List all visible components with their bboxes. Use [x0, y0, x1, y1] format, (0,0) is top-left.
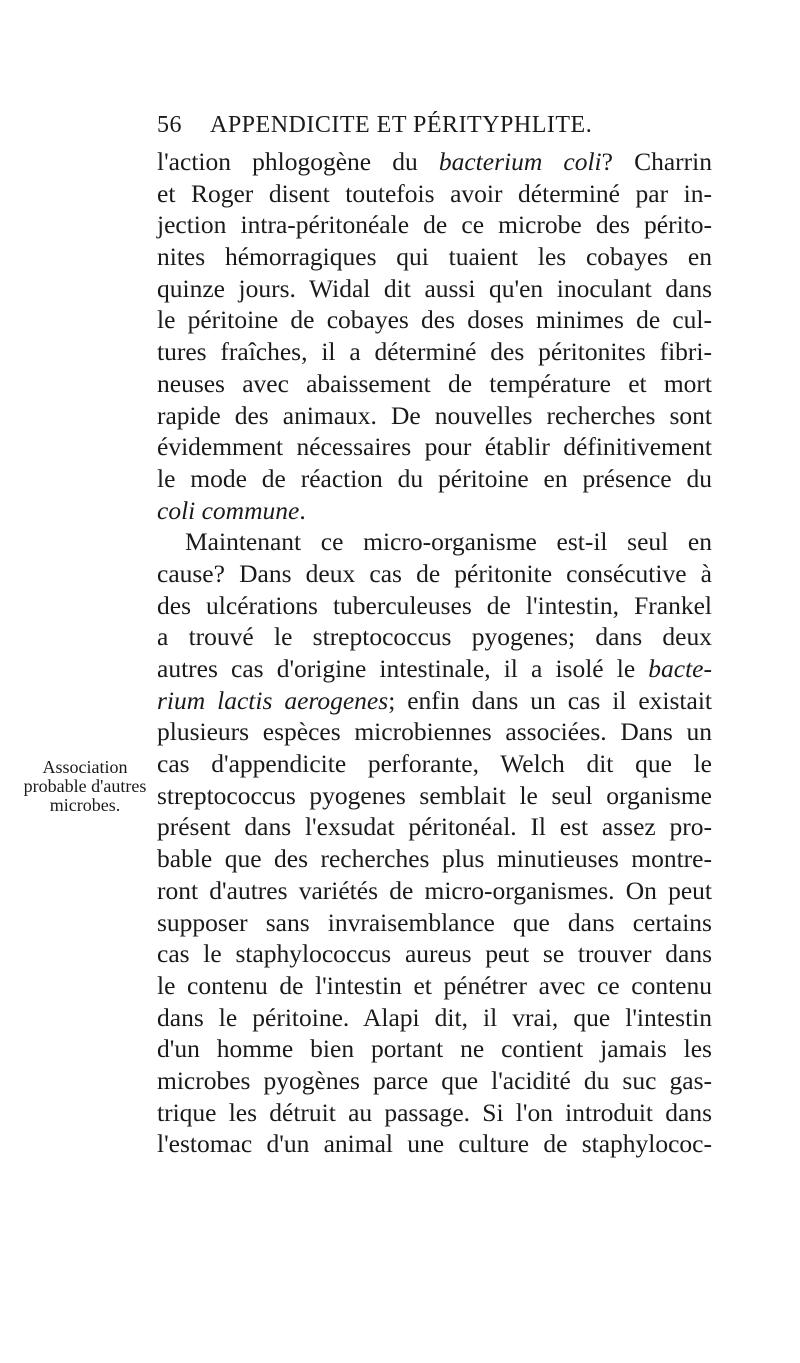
- text-segment: cas d'appendicite perforante, Welch dit que le: [157, 749, 712, 779]
- text-segment: plusieurs espèces microbiennes associées. Dans un: [157, 717, 712, 747]
- text-segment: ront d'autres variétés de micro-organismes. On peut: [157, 875, 712, 905]
- text-line: [157, 526, 712, 558]
- text-segment: rapide des animaux. De nouvelles recherches sont: [157, 400, 712, 430]
- text-segment: et Roger disent toutefois avoir déterminé par in-: [157, 178, 712, 208]
- text-segment: jection intra-péritonéale de ce microbe des périto-: [157, 210, 712, 240]
- text-line: [157, 938, 712, 970]
- text-segment: le mode de réaction du péritoine en présence du: [157, 463, 712, 493]
- text-line: [157, 368, 712, 400]
- margin-note: [20, 758, 150, 815]
- text-segment: cause? Dans deux cas de péritonite consécutive à: [157, 558, 712, 588]
- text-line: [157, 178, 712, 210]
- text-line: [157, 495, 712, 527]
- text-segment: a trouvé le streptococcus pyogenes; dans deux: [157, 622, 712, 652]
- text-line: [157, 558, 712, 590]
- text-line: [157, 336, 712, 368]
- text-line: [157, 304, 712, 336]
- page-header: [157, 112, 712, 142]
- text-line: [157, 1097, 712, 1129]
- text-line: [157, 748, 712, 780]
- page-number: 56: [157, 112, 182, 138]
- text-segment: le contenu de l'intestin et pénétrer avec ce contenu: [157, 970, 712, 1000]
- text-line: [157, 146, 712, 178]
- text-line: [157, 463, 712, 495]
- text-segment: évidemment nécessaires pour établir définitivement: [157, 432, 712, 462]
- text-segment: l'action phlogogène du: [157, 147, 439, 176]
- text-line: [157, 273, 712, 305]
- text-segment: présent dans l'exsudat péritonéal. Il est assez pro-: [157, 812, 712, 842]
- text-line: [157, 716, 712, 748]
- text-line: [157, 970, 712, 1002]
- margin-note-line: Association: [42, 757, 128, 777]
- text-segment: bable que des recherches plus minutieuses montre-: [157, 844, 712, 874]
- text-segment: nites hémorragiques qui tuaient les cobayes en: [157, 242, 712, 272]
- text-line: [157, 431, 712, 463]
- text-segment: autres cas d'origine intestinale, il a isolé le: [157, 654, 649, 683]
- text-segment: des ulcérations tuberculeuses de l'intestin, Frankel: [157, 590, 712, 620]
- text-segment: le péritoine de cobayes des doses minimes de cul-: [157, 305, 712, 335]
- text-line: [157, 811, 712, 843]
- italic-term: coli commune: [157, 495, 300, 525]
- text-segment: supposer sans invraisemblance que dans certains: [157, 907, 712, 937]
- text-line: [157, 590, 712, 622]
- text-line: [157, 1128, 712, 1160]
- italic-term: bacterium coli: [438, 147, 602, 176]
- text-line: [157, 843, 712, 875]
- text-segment: .: [299, 495, 306, 525]
- text-line: [157, 875, 712, 907]
- text-line: [157, 907, 712, 939]
- margin-note-line: probable d'autres: [23, 776, 147, 796]
- text-line: [157, 400, 712, 432]
- running-title: APPENDICITE ET PÉRITYPHLITE.: [210, 112, 593, 138]
- text-segment: d'un homme bien portant ne contient jamais les: [157, 1034, 712, 1064]
- text-segment: ? Charrin: [601, 147, 712, 176]
- text-line: [157, 621, 712, 653]
- text-line: [157, 209, 712, 241]
- body-text: [157, 146, 712, 1160]
- text-line: [157, 653, 712, 685]
- text-line: [157, 780, 712, 812]
- text-line: [157, 1033, 712, 1065]
- text-segment: neuses avec abaissement de température et mort: [157, 368, 712, 398]
- text-segment: ; enfin dans un cas il existait: [388, 685, 712, 715]
- text-segment: dans le péritoine. Alapi dit, il vrai, que l'intestin: [157, 1002, 712, 1032]
- text-line: [157, 685, 712, 717]
- text-segment: quinze jours. Widal dit aussi qu'en inoculant dans: [157, 273, 712, 303]
- text-segment: trique les détruit au passage. Si l'on introduit dans: [157, 1097, 712, 1127]
- italic-term: rium lactis aerogenes: [157, 685, 389, 715]
- text-line: [157, 1065, 712, 1097]
- text-segment: l'estomac d'un animal une culture de staphylococ-: [157, 1129, 712, 1159]
- margin-note-line: microbes.: [49, 795, 121, 815]
- text-segment: streptococcus pyogenes semblait le seul organisme: [157, 780, 712, 810]
- italic-term: bacte-: [648, 654, 712, 683]
- text-segment: Maintenant ce micro-organisme est-il seul en: [185, 527, 712, 557]
- text-segment: tures fraîches, il a déterminé des péritonites fibri-: [157, 337, 712, 367]
- text-line: [157, 1002, 712, 1034]
- text-line: [157, 241, 712, 273]
- text-segment: microbes pyogènes parce que l'acidité du suc gas-: [157, 1065, 712, 1095]
- text-segment: cas le staphylococcus aureus peut se trouver dans: [157, 939, 712, 969]
